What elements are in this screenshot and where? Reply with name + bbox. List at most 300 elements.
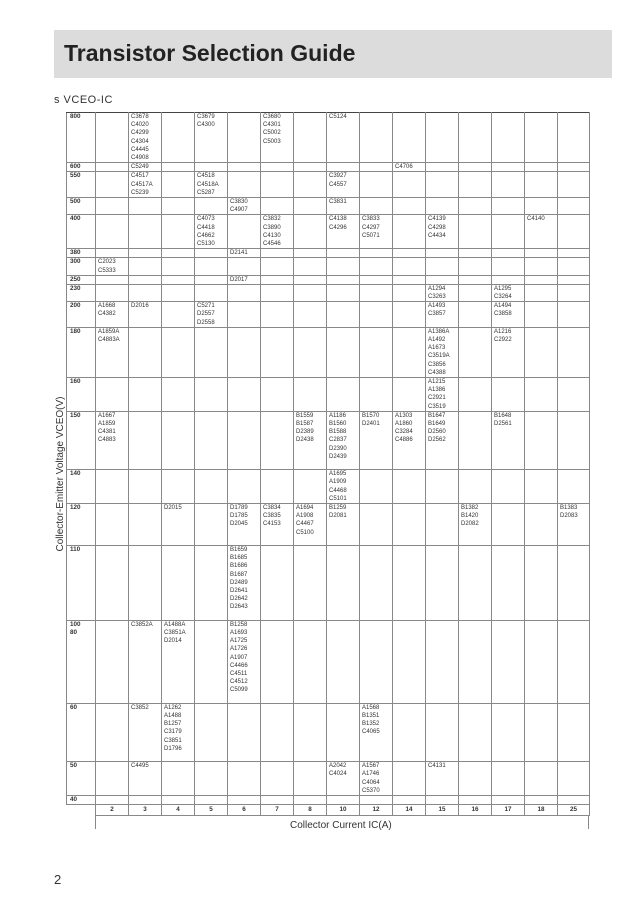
voltage-cell: 180 (67, 327, 96, 377)
part-cell (162, 113, 195, 163)
part-number: C4299 (131, 130, 149, 137)
part-cell (492, 411, 525, 469)
part-cell (129, 302, 162, 328)
part-cell (294, 411, 327, 469)
part-number: C3519A (428, 353, 450, 360)
part-cell (261, 411, 294, 469)
part-cell (492, 470, 525, 504)
part-number: C4512 (230, 679, 248, 686)
part-cell (558, 249, 590, 258)
table-row (67, 249, 590, 258)
part-number: A1294 (428, 285, 446, 292)
part-cell (96, 275, 129, 284)
part-cell (558, 284, 590, 301)
part-number: B1351 (362, 713, 380, 720)
part-cell (426, 546, 459, 621)
selection-table (66, 112, 590, 816)
part-number: C5333 (98, 267, 116, 274)
part-cell (261, 275, 294, 284)
part-cell (393, 249, 426, 258)
part-number: C4138 (329, 216, 347, 223)
table-row (67, 172, 590, 198)
part-cell (129, 163, 162, 172)
part-cell (162, 796, 195, 805)
part-number: B1257 (164, 721, 182, 728)
part-cell (228, 258, 261, 275)
part-cell (327, 411, 360, 469)
part-cell (426, 620, 459, 703)
part-cell (195, 275, 228, 284)
part-cell (261, 163, 294, 172)
part-cell (96, 258, 129, 275)
table-row (67, 215, 590, 249)
part-cell (261, 796, 294, 805)
part-cell (129, 762, 162, 796)
part-cell (459, 172, 492, 198)
part-cell (261, 470, 294, 504)
part-cell (459, 411, 492, 469)
part-cell (327, 163, 360, 172)
part-cell (459, 796, 492, 805)
part-cell (459, 249, 492, 258)
part-cell (294, 327, 327, 377)
part-cell (261, 378, 294, 412)
part-cell (393, 703, 426, 761)
current-tick-label: 6 (228, 805, 261, 816)
part-number: C4153 (263, 521, 281, 528)
part-number: C4298 (428, 224, 446, 231)
part-cell (129, 796, 162, 805)
part-number: A1493 (428, 303, 446, 310)
table-row (67, 284, 590, 301)
part-cell (96, 215, 129, 249)
part-cell (525, 215, 558, 249)
part-number: C4518A (197, 181, 219, 188)
part-cell (459, 470, 492, 504)
part-cell (162, 249, 195, 258)
part-cell (327, 378, 360, 412)
part-cell (294, 258, 327, 275)
current-tick-label: 10 (327, 805, 360, 816)
part-cell (459, 546, 492, 621)
part-cell (393, 302, 426, 328)
part-cell (327, 258, 360, 275)
part-number: A1568 (362, 704, 380, 711)
part-cell (492, 378, 525, 412)
part-number: A1386 (428, 387, 446, 394)
part-number: C5071 (362, 232, 380, 239)
part-number: C4662 (197, 232, 215, 239)
part-cell (261, 113, 294, 163)
part-cell (129, 546, 162, 621)
x-axis-label: Collector Current IC(A) (290, 820, 392, 831)
part-cell (129, 703, 162, 761)
part-number: D2390 (329, 445, 347, 452)
table-row (67, 546, 590, 621)
part-cell (228, 378, 261, 412)
part-cell (525, 172, 558, 198)
part-cell (294, 470, 327, 504)
part-cell (228, 546, 261, 621)
part-number: C3679 (197, 114, 215, 120)
part-number: C4706 (395, 164, 413, 171)
voltage-cell: 50 (67, 762, 96, 796)
part-cell (558, 258, 590, 275)
part-number: D2562 (428, 437, 446, 444)
part-cell (393, 762, 426, 796)
page-number: 2 (54, 872, 62, 887)
part-number: C4445 (131, 146, 149, 153)
part-cell (228, 302, 261, 328)
part-cell (96, 504, 129, 546)
part-number: C4301 (263, 122, 281, 129)
part-cell (393, 172, 426, 198)
current-tick-label: 4 (162, 805, 195, 816)
voltage-cell: 230 (67, 284, 96, 301)
part-cell (294, 546, 327, 621)
part-cell (393, 470, 426, 504)
part-cell (129, 172, 162, 198)
part-cell (393, 284, 426, 301)
part-cell (558, 762, 590, 796)
part-cell (558, 703, 590, 761)
part-number: D2489 (230, 579, 248, 586)
table-row (67, 113, 590, 163)
part-cell (558, 796, 590, 805)
part-number: C4304 (131, 138, 149, 145)
part-cell (525, 113, 558, 163)
part-cell (492, 796, 525, 805)
part-cell (129, 470, 162, 504)
voltage-cell: 250 (67, 275, 96, 284)
table-row (67, 197, 590, 214)
part-number: B1588 (329, 429, 347, 436)
part-cell (294, 378, 327, 412)
part-number: A1907 (230, 654, 248, 661)
part-number: C3856 (428, 361, 446, 368)
part-number: C3851A (164, 630, 186, 637)
table-row (67, 411, 590, 469)
part-cell (327, 249, 360, 258)
table-row (67, 275, 590, 284)
part-cell (129, 411, 162, 469)
part-cell (96, 284, 129, 301)
part-cell (228, 504, 261, 546)
part-cell (96, 327, 129, 377)
part-number: C4517A (131, 181, 153, 188)
part-cell (96, 113, 129, 163)
part-cell (327, 302, 360, 328)
part-cell (261, 302, 294, 328)
part-number: C4418 (197, 224, 215, 231)
part-cell (459, 275, 492, 284)
part-cell (558, 302, 590, 328)
part-number: B1560 (329, 421, 347, 428)
part-cell (492, 302, 525, 328)
part-number: A1695 (329, 471, 347, 478)
part-number: C4511 (230, 670, 248, 677)
part-cell (327, 796, 360, 805)
part-cell (96, 411, 129, 469)
part-cell (525, 378, 558, 412)
part-cell (96, 796, 129, 805)
current-tick-label: 16 (459, 805, 492, 816)
table-row (67, 470, 590, 504)
part-number: C4883A (98, 337, 120, 344)
current-tick-label: 7 (261, 805, 294, 816)
part-cell (426, 258, 459, 275)
part-cell (360, 172, 393, 198)
part-number: A1488 (164, 713, 182, 720)
part-cell (426, 703, 459, 761)
part-cell (228, 215, 261, 249)
part-cell (459, 378, 492, 412)
part-cell (525, 284, 558, 301)
part-cell (393, 546, 426, 621)
part-cell (426, 284, 459, 301)
part-cell (327, 470, 360, 504)
part-cell (261, 215, 294, 249)
part-cell (360, 113, 393, 163)
part-cell (228, 470, 261, 504)
table-row (67, 620, 590, 703)
part-number: C5249 (131, 164, 149, 171)
voltage-cell: 400 (67, 215, 96, 249)
part-cell (426, 275, 459, 284)
part-cell (492, 284, 525, 301)
part-cell (459, 504, 492, 546)
part-cell (294, 504, 327, 546)
part-cell (162, 470, 195, 504)
part-cell (426, 197, 459, 214)
part-number: D2558 (197, 319, 215, 326)
part-cell (261, 546, 294, 621)
part-number: C3830 (230, 198, 248, 205)
part-cell (261, 762, 294, 796)
part-cell (459, 327, 492, 377)
current-tick-label: 25 (558, 805, 590, 816)
part-cell (558, 620, 590, 703)
table-row (67, 504, 590, 546)
part-cell (228, 620, 261, 703)
part-number: C3284 (395, 429, 413, 436)
part-number: C3680 (263, 114, 281, 120)
part-number: D2082 (461, 521, 479, 528)
part-cell (492, 163, 525, 172)
part-number: B1659 (230, 547, 248, 554)
part-number: C3831 (329, 198, 347, 205)
part-cell (360, 796, 393, 805)
part-cell (426, 762, 459, 796)
table-row (67, 703, 590, 761)
part-cell (162, 378, 195, 412)
part-cell (525, 762, 558, 796)
part-number: A1295 (494, 285, 512, 292)
part-cell (360, 284, 393, 301)
part-number: C4130 (263, 232, 281, 239)
part-cell (360, 504, 393, 546)
part-number: C2023 (98, 259, 116, 266)
voltage-cell: 110 (67, 546, 96, 621)
table-row (67, 327, 590, 377)
part-number: C4073 (197, 216, 215, 223)
part-cell (294, 796, 327, 805)
part-cell (96, 703, 129, 761)
part-number: C2921 (428, 395, 446, 402)
part-number: C4065 (362, 729, 380, 736)
part-number: D2561 (494, 421, 512, 428)
part-cell (525, 470, 558, 504)
part-number: C4517 (131, 173, 149, 180)
part-cell (459, 163, 492, 172)
part-cell (360, 275, 393, 284)
part-cell (228, 163, 261, 172)
part-number: C5287 (197, 189, 215, 196)
part-cell (228, 172, 261, 198)
part-cell (327, 275, 360, 284)
part-cell (492, 762, 525, 796)
part-number: B1649 (428, 421, 446, 428)
part-number: B1647 (428, 412, 446, 419)
part-cell (426, 113, 459, 163)
part-cell (426, 470, 459, 504)
part-number: D2015 (164, 505, 182, 512)
part-cell (96, 172, 129, 198)
part-number: A1908 (296, 513, 314, 520)
part-cell (294, 249, 327, 258)
part-cell (558, 172, 590, 198)
voltage-cell: 150 (67, 411, 96, 469)
current-tick-label: 8 (294, 805, 327, 816)
part-cell (459, 620, 492, 703)
part-cell (228, 411, 261, 469)
part-cell (195, 302, 228, 328)
part-cell (327, 546, 360, 621)
part-cell (129, 249, 162, 258)
axis-corner (67, 805, 96, 816)
part-cell (525, 197, 558, 214)
part-cell (294, 302, 327, 328)
part-cell (96, 249, 129, 258)
part-number: B1420 (461, 513, 479, 520)
part-number: A1186 (329, 412, 346, 419)
part-cell (426, 327, 459, 377)
part-number: A1488A (164, 621, 186, 628)
part-cell (525, 249, 558, 258)
part-cell (195, 378, 228, 412)
part-cell (195, 249, 228, 258)
part-cell (228, 762, 261, 796)
part-number: D2014 (164, 638, 182, 645)
part-cell (492, 275, 525, 284)
part-number: A1860 (395, 421, 413, 428)
part-cell (525, 796, 558, 805)
part-number: C4908 (131, 154, 149, 161)
part-number: D2557 (197, 311, 215, 318)
part-cell (327, 113, 360, 163)
part-cell (129, 327, 162, 377)
part-number: B1587 (296, 421, 314, 428)
voltage-cell: 100 80 (67, 620, 96, 703)
part-number: C2922 (494, 337, 512, 344)
part-number: C4140 (527, 216, 545, 223)
part-number: C3834 (263, 505, 281, 512)
part-cell (162, 197, 195, 214)
part-cell (426, 796, 459, 805)
part-cell (162, 163, 195, 172)
part-cell (162, 762, 195, 796)
current-tick-label: 15 (426, 805, 459, 816)
part-number: C5124 (329, 114, 347, 120)
part-cell (96, 197, 129, 214)
part-cell (426, 249, 459, 258)
part-cell (459, 197, 492, 214)
part-number: A1668 (98, 303, 116, 310)
part-cell (162, 504, 195, 546)
part-number: C4020 (131, 122, 149, 129)
part-number: C3852A (131, 621, 153, 628)
part-cell (294, 163, 327, 172)
part-cell (327, 172, 360, 198)
part-cell (228, 275, 261, 284)
voltage-cell: 140 (67, 470, 96, 504)
part-number: C5002 (263, 130, 281, 137)
part-number: B1648 (494, 412, 512, 419)
part-number: C3927 (329, 173, 347, 180)
part-cell (162, 172, 195, 198)
part-number: C5239 (131, 189, 149, 196)
part-cell (162, 284, 195, 301)
part-cell (525, 703, 558, 761)
part-number: C4466 (230, 662, 248, 669)
part-cell (96, 163, 129, 172)
part-cell (393, 378, 426, 412)
part-number: B1685 (230, 555, 248, 562)
part-cell (525, 504, 558, 546)
current-tick-label: 2 (96, 805, 129, 816)
part-cell (195, 163, 228, 172)
part-cell (294, 275, 327, 284)
part-cell (261, 197, 294, 214)
current-tick-label: 14 (393, 805, 426, 816)
part-cell (228, 284, 261, 301)
part-cell (327, 620, 360, 703)
part-cell (96, 620, 129, 703)
part-cell (162, 620, 195, 703)
part-number: B1259 (329, 505, 347, 512)
voltage-cell: 600 (67, 163, 96, 172)
part-cell (129, 620, 162, 703)
part-cell (228, 249, 261, 258)
part-cell (261, 620, 294, 703)
part-number: C3678 (131, 114, 149, 120)
part-cell (96, 302, 129, 328)
voltage-cell: 380 (67, 249, 96, 258)
part-cell (459, 762, 492, 796)
current-tick-label: 3 (129, 805, 162, 816)
part-cell (426, 378, 459, 412)
part-number: C4557 (329, 181, 347, 188)
part-cell (393, 796, 426, 805)
table-row (67, 378, 590, 412)
voltage-cell: 550 (67, 172, 96, 198)
part-cell (162, 703, 195, 761)
part-cell (492, 504, 525, 546)
part-cell (360, 470, 393, 504)
part-cell (393, 327, 426, 377)
part-cell (195, 197, 228, 214)
part-number: C4300 (197, 122, 215, 129)
